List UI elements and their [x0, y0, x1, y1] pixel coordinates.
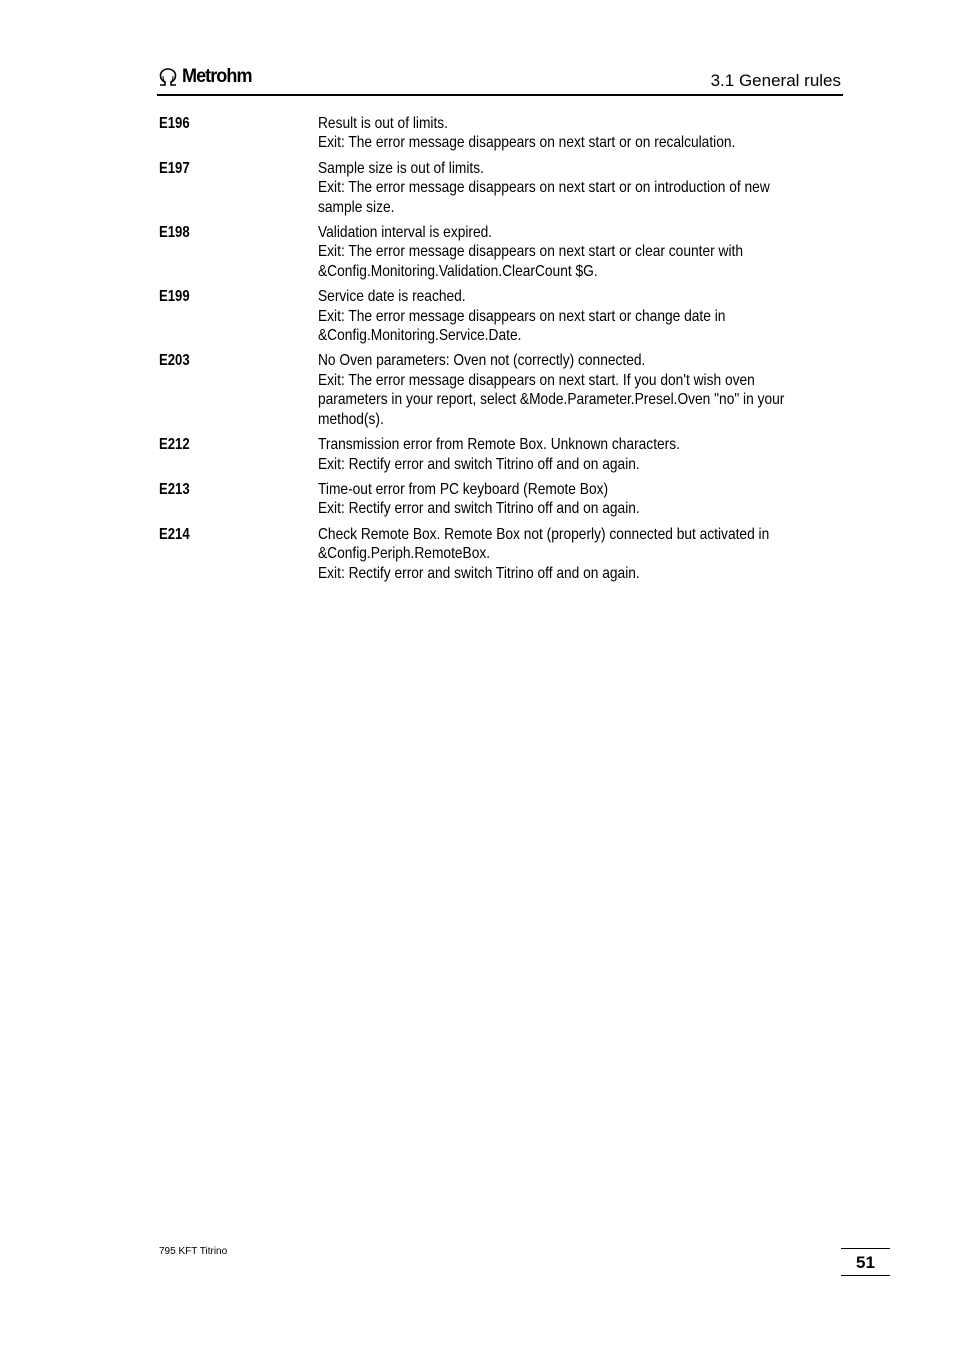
error-code: E198 — [159, 224, 190, 242]
error-code: E212 — [159, 436, 190, 454]
description-line: Sample size is out of limits. — [318, 159, 484, 177]
description-line: Exit: The error message disappears on next start or on introduction of new — [318, 179, 770, 197]
description-line: &Config.Monitoring.Validation.ClearCount $G. — [318, 262, 598, 280]
description-line: Exit: Rectify error and switch Titrino off and on again. — [318, 455, 640, 473]
omega-logo-icon — [157, 67, 179, 87]
section-title: 3.1 General rules — [710, 71, 841, 90]
brand-name: Metrohm — [182, 66, 252, 87]
error-code: E196 — [159, 115, 190, 132]
description-line: Exit: The error message disappears on next start or on recalculation. — [318, 134, 736, 152]
error-entry — [159, 480, 849, 519]
description-line: &Config.Periph.RemoteBox. — [318, 545, 491, 563]
error-entry — [159, 159, 849, 217]
error-description — [318, 223, 849, 281]
description-line: Exit: The error message disappears on next start or change date in — [318, 307, 726, 325]
error-description — [318, 159, 849, 217]
error-code: E214 — [159, 525, 190, 543]
description-line: Exit: Rectify error and switch Titrino off and on again. — [318, 564, 640, 582]
description-line: Result is out of limits. — [318, 115, 448, 132]
description-line: Validation interval is expired. — [318, 224, 493, 242]
error-entry — [159, 114, 849, 153]
error-description — [318, 435, 849, 474]
error-entry — [159, 525, 849, 583]
description-line: Check Remote Box. Remote Box not (properly) connected but activated in — [318, 525, 770, 543]
error-entry — [159, 287, 849, 345]
brand-logo — [157, 66, 255, 88]
description-line: parameters in your report, select &Mode.Parameter.Presel.Oven "no" in your — [318, 391, 785, 409]
description-line: Time-out error from PC keyboard (Remote Box) — [318, 480, 609, 498]
product-name: 795 KFT Titrino — [159, 1246, 228, 1257]
error-entry — [159, 435, 849, 474]
error-code: E197 — [159, 159, 190, 177]
page-number-box — [841, 1248, 890, 1276]
error-description — [318, 351, 860, 429]
description-line: No Oven parameters: Oven not (correctly) connected. — [318, 352, 646, 370]
description-line: Exit: Rectify error and switch Titrino off and on again. — [318, 500, 640, 518]
description-line: &Config.Monitoring.Service.Date. — [318, 327, 522, 345]
error-description — [318, 114, 849, 153]
error-list — [159, 114, 849, 589]
description-line: sample size. — [318, 198, 395, 216]
page-number: 51 — [856, 1253, 875, 1272]
error-entry — [159, 223, 849, 281]
error-description — [318, 480, 849, 519]
description-line: Service date is reached. — [318, 288, 466, 306]
error-code: E199 — [159, 288, 190, 306]
error-description — [318, 525, 849, 583]
error-code: E213 — [159, 480, 190, 498]
error-code: E203 — [159, 352, 190, 370]
page-header — [157, 64, 843, 96]
description-line: method(s). — [318, 410, 384, 428]
error-description — [318, 287, 849, 345]
error-entry — [159, 351, 849, 429]
description-line: Transmission error from Remote Box. Unknown characters. — [318, 436, 680, 454]
description-line: Exit: The error message disappears on next start or clear counter with — [318, 243, 743, 261]
description-line: Exit: The error message disappears on next start. If you don't wish oven — [318, 371, 755, 389]
